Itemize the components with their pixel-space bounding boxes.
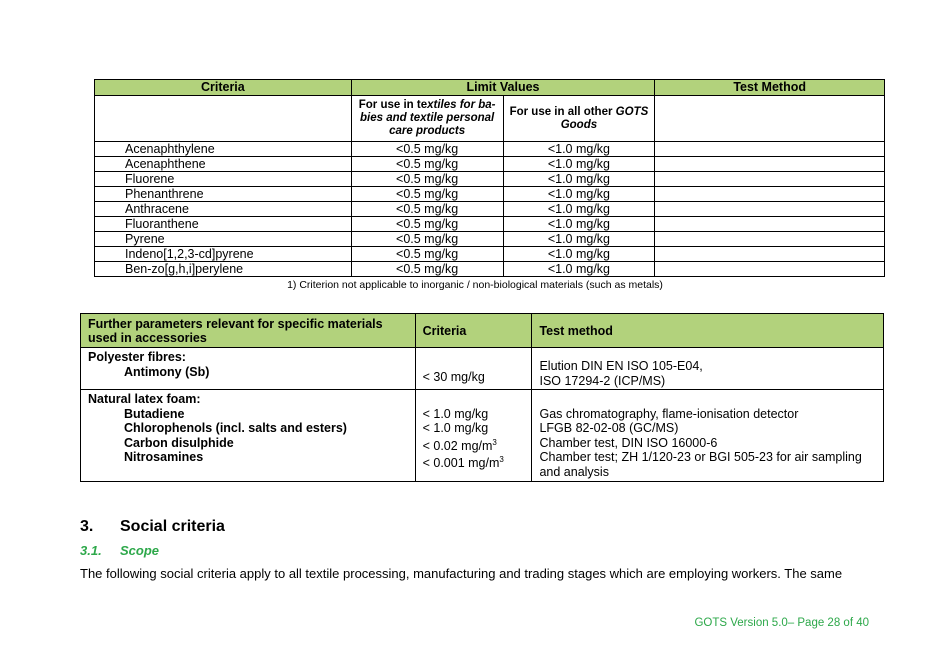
test-method-cell: [655, 172, 885, 187]
polyester-title: Polyester fibres:: [88, 350, 186, 364]
subsection-heading: 3.1. Scope: [80, 543, 160, 558]
subheader-babies: For use in textiles for ba-bies and textile personal care products: [351, 96, 503, 142]
criteria-cell: Fluorene: [95, 172, 352, 187]
header-further-parameters: Further parameters relevant for specific materials used in accessories: [81, 314, 416, 348]
latex-criteria-value: < 1.0 mg/kg: [422, 406, 489, 421]
table-header-row: [95, 80, 885, 96]
limit-babies-cell: <0.5 mg/kg: [351, 142, 503, 157]
test-method-cell: [655, 142, 885, 157]
criteria-cell: Anthracene: [95, 202, 352, 217]
limit-other-cell: <1.0 mg/kg: [503, 187, 655, 202]
limit-other-cell: <1.0 mg/kg: [503, 262, 655, 277]
table-row: [95, 187, 885, 202]
latex-item: Chlorophenols (incl. salts and esters): [124, 421, 347, 435]
criteria-cell: Ben-zo[g,h,i]perylene: [95, 262, 352, 277]
latex-method-line: Chamber test; ZH 1/120-23 or BGI 505-23 for air sampling: [539, 450, 862, 464]
limit-other-cell: <1.0 mg/kg: [503, 217, 655, 232]
table-row: [95, 142, 885, 157]
criteria-cell: Phenanthrene: [95, 187, 352, 202]
limit-other-cell: <1.0 mg/kg: [503, 232, 655, 247]
header-limit-values: Limit Values: [351, 80, 655, 96]
polyester-item: Antimony (Sb): [124, 364, 210, 379]
table-row-latex: [81, 390, 884, 482]
limit-other-cell: <1.0 mg/kg: [503, 142, 655, 157]
table-row: [95, 247, 885, 262]
latex-criteria-value: < 0.02 $mg/m^3$: [422, 437, 497, 453]
latex-item: Carbon disulphide: [124, 435, 234, 450]
table-row: [95, 262, 885, 277]
latex-method-line: and analysis: [539, 464, 609, 479]
criteria-cell: Indeno[1,2,3-cd]pyrene: [95, 247, 352, 262]
table-row: [95, 157, 885, 172]
header-test-method: Test Method: [655, 80, 885, 96]
test-method-cell: [655, 217, 885, 232]
polyester-method-line: ISO 17294-2 (ICP/MS): [539, 373, 666, 388]
test-method-cell: [655, 232, 885, 247]
latex-title: Natural latex foam:: [88, 392, 201, 406]
limit-babies-cell: <0.5 mg/kg: [351, 262, 503, 277]
latex-item: Nitrosamines: [124, 450, 204, 464]
criteria-cell: Acenaphthene: [95, 157, 352, 172]
header-criteria: Criteria: [415, 314, 532, 348]
latex-criteria-value: < 1.0 mg/kg: [422, 421, 489, 435]
accessories-parameters-table: [80, 313, 884, 482]
criteria-cell: Pyrene: [95, 232, 352, 247]
paragraph-text: The following social criteria apply to all textile processing, manufacturing and trading stages which are employing workers. The same: [80, 566, 843, 581]
table-header-row: [81, 314, 884, 348]
limit-other-cell: <1.0 mg/kg: [503, 157, 655, 172]
test-method-cell: [655, 157, 885, 172]
table-subheader-row: [95, 96, 885, 142]
polyester-method-line: Elution DIN EN ISO 105-E04,: [539, 359, 703, 373]
polyester-criteria: < 30 mg/kg: [415, 348, 532, 390]
limit-babies-cell: <0.5 mg/kg: [351, 172, 503, 187]
table-footnote: 1) Criterion not applicable to inorganic / non-biological materials (such as metals): [287, 279, 663, 291]
latex-criteria-value: < 0.001 $mg/m^3$: [422, 455, 504, 471]
limit-babies-cell: <0.5 mg/kg: [351, 202, 503, 217]
limit-other-cell: <1.0 mg/kg: [503, 202, 655, 217]
header-criteria: Criteria: [95, 80, 352, 96]
section-heading: 3. Social criteria: [80, 518, 225, 535]
limit-babies-cell: <0.5 mg/kg: [351, 247, 503, 262]
limit-babies-cell: <0.5 mg/kg: [351, 217, 503, 232]
criteria-cell: Acenaphthylene: [95, 142, 352, 157]
header-test-method: Test method: [532, 314, 884, 348]
test-method-cell: [655, 187, 885, 202]
test-method-cell: [655, 262, 885, 277]
criteria-cell: Fluoranthene: [95, 217, 352, 232]
latex-method-line: Gas chromatography, flame-ionisation detector: [539, 406, 799, 421]
limit-babies-cell: <0.5 mg/kg: [351, 157, 503, 172]
test-method-cell: [655, 202, 885, 217]
limit-babies-cell: <0.5 mg/kg: [351, 232, 503, 247]
latex-item: Butadiene: [124, 406, 185, 421]
table-row: [95, 232, 885, 247]
limit-other-cell: <1.0 mg/kg: [503, 172, 655, 187]
test-method-cell: [655, 247, 885, 262]
subheader-other: For use in all other GOTS Goods: [503, 96, 655, 142]
limit-values-table: [94, 79, 885, 277]
page-footer: GOTS Version 5.0– Page 28 of 40: [694, 617, 869, 629]
latex-method-line: Chamber test, DIN ISO 16000-6: [539, 435, 718, 450]
table-row: [95, 217, 885, 232]
latex-method-line: LFGB 82-02-08 (GC/MS): [539, 421, 679, 435]
limit-other-cell: <1.0 mg/kg: [503, 247, 655, 262]
table-row-polyester: [81, 348, 884, 390]
table-row: [95, 172, 885, 187]
table-row: [95, 202, 885, 217]
table-body: [95, 142, 885, 277]
limit-babies-cell: <0.5 mg/kg: [351, 187, 503, 202]
